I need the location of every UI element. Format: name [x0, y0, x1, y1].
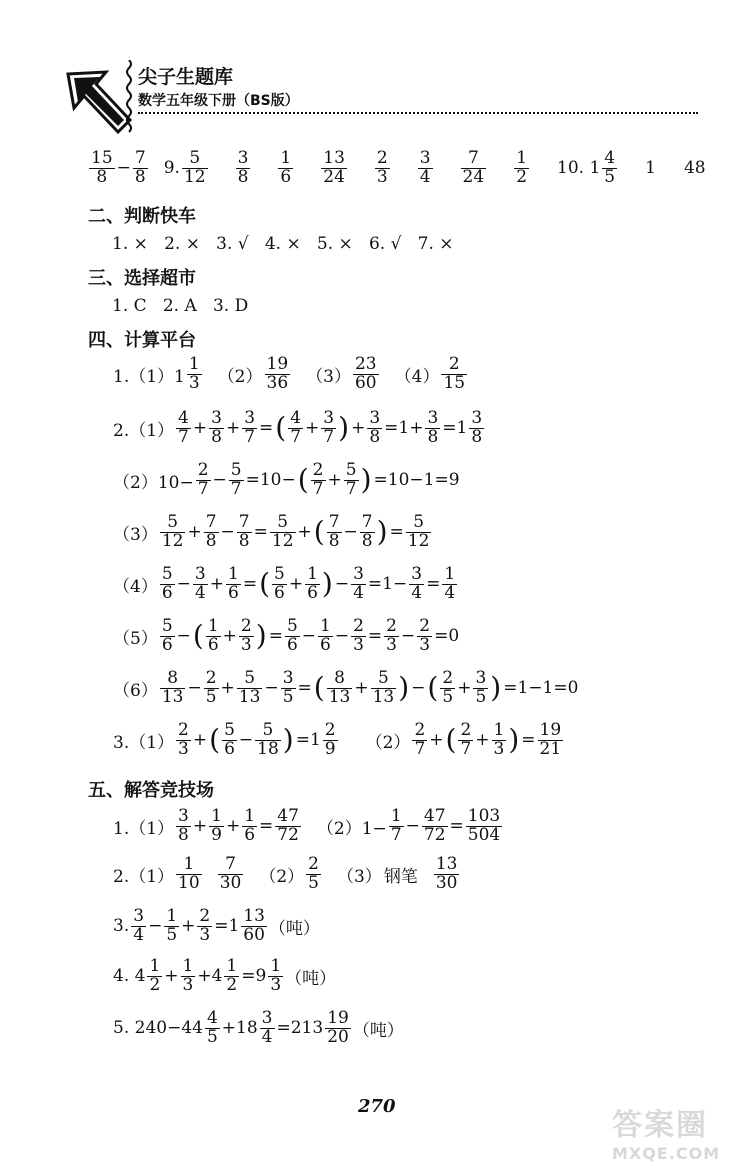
answer-line-8-10: $\frac{15}{8}$ − $\frac{7}{8}$ 9. $\frac{5}{12}$ $\frac{3}{8}$ $\frac{1}{6}$ $\frac{13}{24}$ $\frac{2}{3}$ $\frac{3}{4}$ $\frac{7}{24}$ $\frac{1}{2}$ 10. 1 $\frac{4}{5}$ 1 48: [91, 148, 706, 187]
choice-answers: 1. C 2. A 3. D: [112, 296, 249, 316]
solve-1: 1.（1） $\frac{3}{8}$ + $\frac{1}{9}$ + $\frac{1}{6}$ = $\frac{47}{72}$ （2）1− $\frac{1}{7}$ − $\frac{47}{72}$ = $\frac{103}{504}$: [113, 806, 501, 845]
watermark-logo: 答案圈 MXQE.COM: [612, 1108, 721, 1163]
page-number: 270: [358, 1096, 396, 1117]
header-dotted-rule: [138, 112, 698, 114]
judge-answers: 1. × 2. × 3. √ 4. × 5. × 6. √ 7. ×: [112, 234, 454, 254]
calc-2-6: （6） $\frac{8}{13}$ − $\frac{2}{5}$ + $\frac{5}{13}$ − $\frac{3}{5}$ = ( $\frac{8}{13}$ + $\frac{5}{13}$ ) − ( $\frac{2}{5}$ + $\frac{3}{5}$ ) =1−1=0: [113, 668, 579, 707]
calc-1: 1.（1）1 $\frac{1}{3}$ （2） $\frac{19}{36}$ （3） $\frac{23}{60}$ （4） $\frac{2}{15}$: [113, 354, 466, 393]
calc-2-2: （2）10− $\frac{2}{7}$ − $\frac{5}{7}$ =10− ( $\frac{2}{7}$ + $\frac{5}{7}$ ) =10−1=9: [113, 460, 460, 499]
wavy-divider-icon: [124, 60, 134, 134]
section-heading-judge: 二、判断快车: [88, 206, 196, 227]
calc-3: 3.（1） $\frac{2}{3}$ + ( $\frac{5}{6}$ − $\frac{5}{18}$ ) =1 $\frac{2}{9}$ （2） $\frac{2}{7}$ + ( $\frac{2}{7}$ + $\frac{1}{3}$ ) = $\frac{19}{21}$: [113, 720, 562, 759]
unit-ton: （吨）: [285, 968, 337, 989]
section-heading-choice: 三、选择超市: [88, 268, 196, 289]
calc-2-3: （3） $\frac{5}{12}$ + $\frac{7}{8}$ − $\frac{7}{8}$ = $\frac{5}{12}$ + ( $\frac{7}{8}$ − $\frac{7}{8}$ ) = $\frac{5}{12}$: [113, 512, 430, 551]
solve-2: 2.（1） $\frac{1}{10}$ $\frac{7}{30}$ （2） $\frac{2}{5}$ （3） 钢笔 $\frac{13}{30}$: [113, 854, 458, 893]
unit-ton: （吨）: [352, 1020, 404, 1041]
solve-4: 4. 4 $\frac{1}{2}$ + $\frac{1}{3}$ +4 $\frac{1}{2}$ =9 $\frac{1}{3}$ （吨）: [113, 956, 337, 995]
unit-ton: （吨）: [268, 918, 320, 939]
book-subtitle: 数学五年级下册（BS版）: [138, 93, 299, 109]
section-heading-calc: 四、计算平台: [88, 330, 196, 351]
calc-2-1: 2.（1） $\frac{4}{7}$ + $\frac{3}{8}$ + $\frac{3}{7}$ = ( $\frac{4}{7}$ + $\frac{3}{7}$ ) + $\frac{3}{8}$ =1+ $\frac{3}{8}$ =1 $\frac{3}{8}$: [113, 408, 483, 447]
pen-label: 钢笔: [383, 866, 418, 887]
calc-2-4: （4） $\frac{5}{6}$ − $\frac{3}{4}$ + $\frac{1}{6}$ = ( $\frac{5}{6}$ + $\frac{1}{6}$ ) − $\frac{3}{4}$ =1− $\frac{3}{4}$ = $\frac{1}{4}$: [113, 564, 456, 603]
solve-5: 5. 240−44 $\frac{4}{5}$ +18 $\frac{3}{4}$ =213 $\frac{19}{20}$ （吨）: [113, 1008, 404, 1047]
book-series-title: 尖子生题库: [138, 66, 234, 88]
section-heading-solve: 五、解答竞技场: [88, 780, 214, 801]
header: [60, 58, 700, 138]
solve-3: 3. $\frac{3}{4}$ − $\frac{1}{5}$ + $\frac{2}{3}$ =1 $\frac{13}{60}$ （吨）: [113, 906, 320, 945]
calc-2-5: （5） $\frac{5}{6}$ − ( $\frac{1}{6}$ + $\frac{2}{3}$ ) = $\frac{5}{6}$ − $\frac{1}{6}$ − $\frac{2}{3}$ = $\frac{2}{3}$ − $\frac{2}{3}$ =0: [113, 616, 460, 655]
